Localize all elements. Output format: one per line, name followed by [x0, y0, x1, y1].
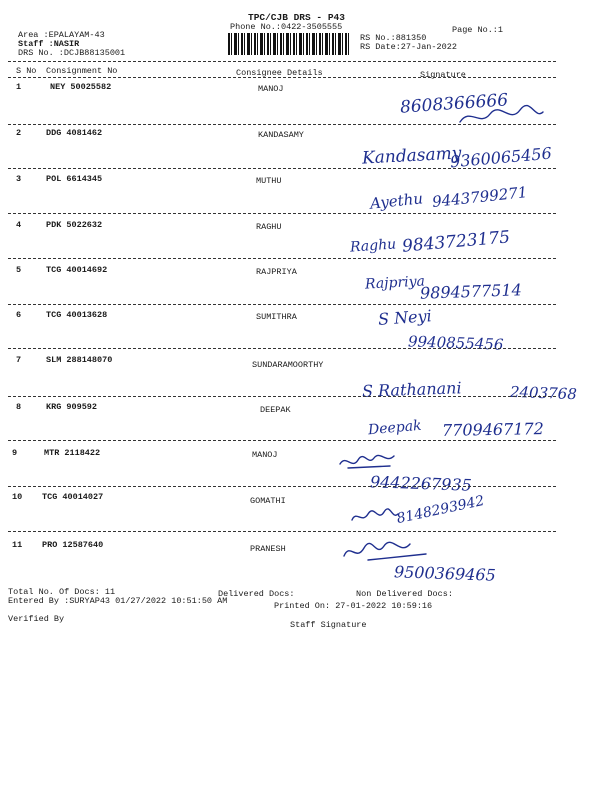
- consignee-name: KANDASAMY: [258, 130, 304, 140]
- handwritten-phone: 9442267935: [369, 472, 473, 495]
- handwritten-phone: 9360065456: [449, 143, 553, 172]
- divider: [8, 396, 556, 397]
- consignment-number: PRO 12587640: [42, 540, 104, 550]
- consignment-number: PDK 5022632: [46, 220, 103, 230]
- handwritten-phone: 8148293942: [395, 492, 486, 528]
- handwritten-name: Rajpriya: [364, 273, 426, 293]
- phone-number: Phone No.:0422-3505555: [230, 22, 343, 32]
- column-header-signature: Signature: [420, 70, 466, 80]
- consignment-number: NEY 50025582: [50, 82, 112, 92]
- divider: [8, 213, 556, 214]
- divider: [8, 348, 556, 349]
- row-sno: 2: [16, 128, 22, 138]
- row-sno: 7: [16, 355, 22, 365]
- row-sno: 9: [12, 448, 18, 458]
- staff-signature: Staff Signature: [290, 620, 367, 630]
- row-sno: 5: [16, 265, 22, 275]
- handwritten-phone: 2403768: [509, 382, 578, 404]
- handwritten-name: Raghu: [349, 236, 397, 256]
- signature-scribble: [455, 102, 545, 132]
- entered-by: Entered By :SURYAP43 01/27/2022 10:51:50 AM: [8, 596, 228, 606]
- divider: [8, 486, 556, 487]
- divider: [8, 258, 556, 259]
- divider: [8, 61, 556, 62]
- consignee-name: DEEPAK: [260, 405, 291, 415]
- handwritten-phone: 9443799271: [431, 183, 529, 211]
- column-header-consignee: Consignee Details: [236, 68, 323, 78]
- row-sno: 1: [16, 82, 22, 92]
- row-sno: 6: [16, 310, 22, 320]
- handwritten-name: S Rathanani: [361, 378, 462, 401]
- handwritten-name: Kandasamy: [361, 143, 462, 169]
- drs-number: DRS No. :DCJB88135001: [18, 48, 126, 58]
- document-title: TPC/CJB DRS - P43: [248, 12, 345, 23]
- column-header-consignment: Consignment No: [46, 66, 118, 76]
- divider: [8, 440, 556, 441]
- consignee-name: MANOJ: [252, 450, 278, 460]
- row-sno: 11: [12, 540, 23, 550]
- consignment-number: MTR 2118422: [44, 448, 101, 458]
- consignee-name: PRANESH: [250, 544, 286, 554]
- barcode-image: [228, 33, 350, 55]
- consignee-name: GOMATHI: [250, 496, 286, 506]
- rs-number: RS No.:881350: [360, 33, 427, 43]
- divider: [8, 77, 556, 78]
- divider: [8, 168, 556, 169]
- consignee-name: SUNDARAMOORTHY: [252, 360, 324, 370]
- consignee-name: RAGHU: [256, 222, 282, 232]
- consignment-number: TCG 40014027: [42, 492, 104, 502]
- printed-on: Printed On: 27-01-2022 10:59:16: [274, 601, 433, 611]
- handwritten-name: Deepak: [367, 417, 423, 439]
- row-sno: 10: [12, 492, 23, 502]
- consignment-number: SLM 288148070: [46, 355, 113, 365]
- consignee-name: RAJPRIYA: [256, 267, 297, 277]
- divider: [8, 124, 556, 125]
- divider: [8, 304, 556, 305]
- handwritten-phone: 7709467172: [441, 419, 544, 440]
- handwritten-name: S Neyi: [377, 306, 433, 329]
- page-number: Page No.:1: [452, 25, 504, 35]
- signature-scribble: [338, 452, 398, 472]
- handwritten-phone: 9894577514: [419, 280, 523, 303]
- consignment-number: POL 6614345: [46, 174, 103, 184]
- consignment-number: TCG 40014692: [46, 265, 108, 275]
- consignment-number: DDG 4081462: [46, 128, 103, 138]
- row-sno: 8: [16, 402, 22, 412]
- rs-date: RS Date:27-Jan-2022: [360, 42, 457, 52]
- handwritten-phone: 9940855456: [407, 332, 504, 354]
- consignment-number: TCG 40013628: [46, 310, 108, 320]
- handwritten-phone: 9843723175: [401, 227, 511, 257]
- delivered-docs: Delivered Docs:: [218, 589, 295, 599]
- divider: [8, 531, 556, 532]
- handwritten-name: Ayethu: [369, 189, 424, 213]
- verified-by: Verified By: [8, 614, 65, 624]
- row-sno: 4: [16, 220, 22, 230]
- handwritten-phone: 8608366666: [399, 90, 509, 118]
- total-docs: Total No. Of Docs: 11: [8, 587, 116, 597]
- consignee-name: MANOJ: [258, 84, 284, 94]
- signature-scribble: [340, 538, 430, 564]
- row-sno: 3: [16, 174, 22, 184]
- column-header-sno: S No: [16, 66, 37, 76]
- non-delivered-docs: Non Delivered Docs:: [356, 589, 453, 599]
- staff-label: Staff :NASIR: [18, 39, 80, 49]
- consignee-name: SUMITHRA: [256, 312, 297, 322]
- consignee-name: MUTHU: [256, 176, 282, 186]
- area-label: Area :EPALAYAM-43: [18, 30, 105, 40]
- consignment-number: KRG 909592: [46, 402, 98, 412]
- handwritten-phone: 9500369465: [393, 562, 497, 585]
- signature-scribble: [350, 508, 400, 526]
